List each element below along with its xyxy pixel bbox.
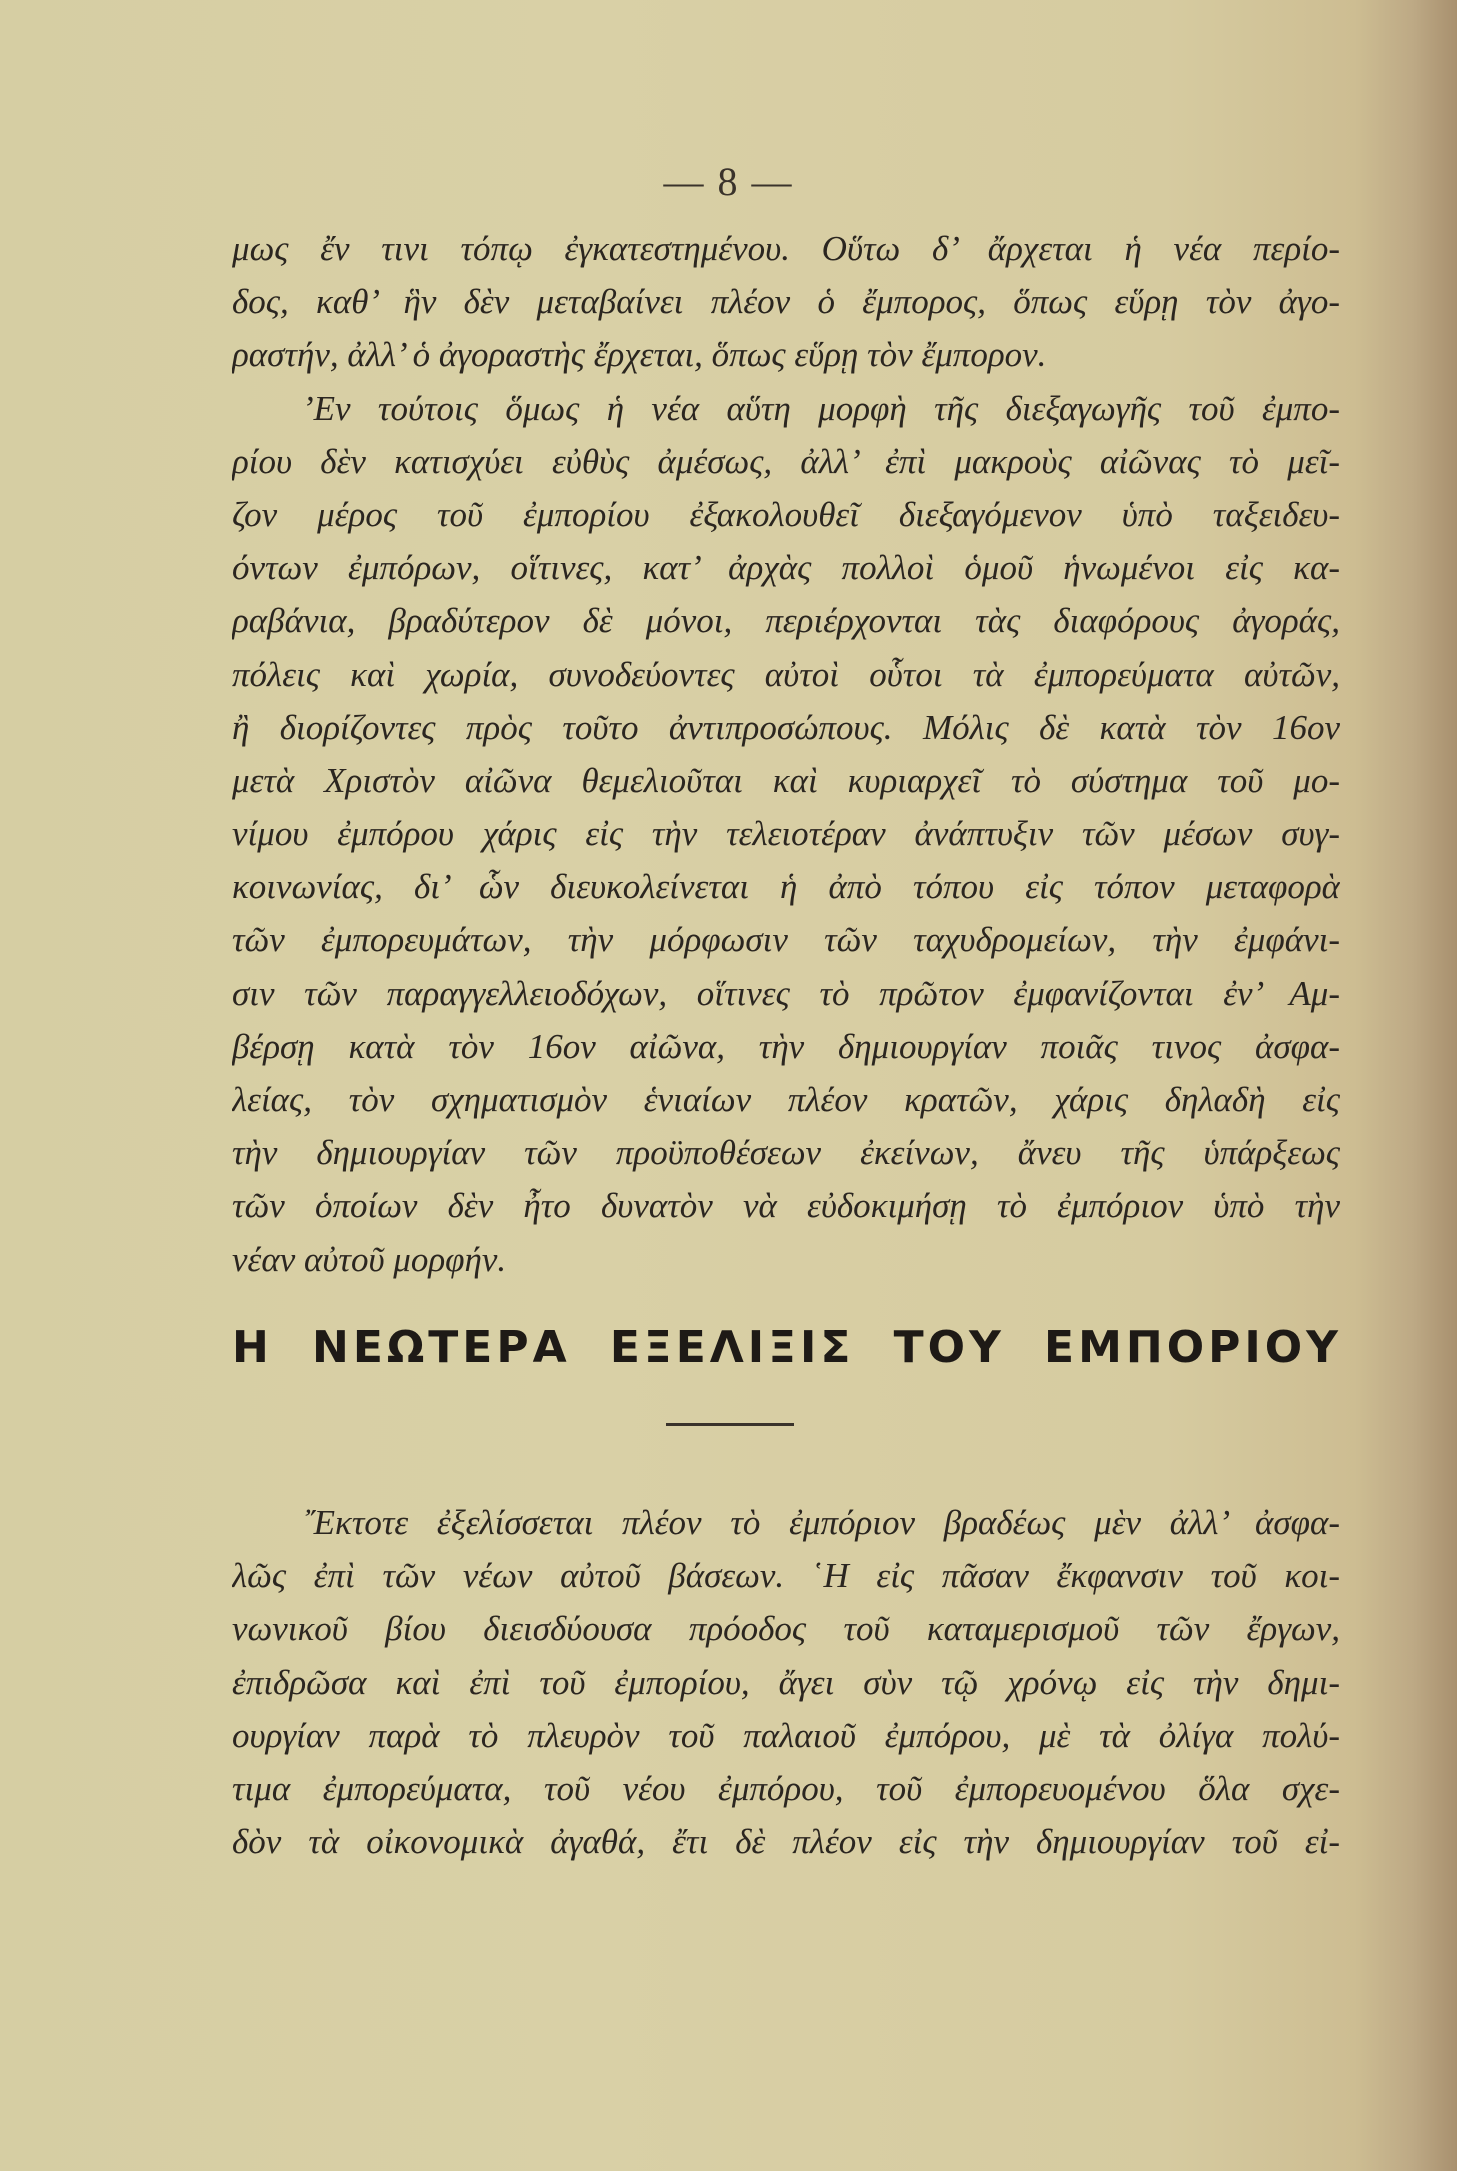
paragraph <box>232 382 1340 1286</box>
text-line: λῶς ἐπὶ τῶν νέων αὐτοῦ βάσεων. ῾Η εἰς πᾶσαν ἔκφανσιν τοῦ κοι- <box>232 1556 1340 1596</box>
text-line: βέρσῃ κατὰ τὸν 16ον αἰῶνα, τὴν δημιουργίαν ποιᾶς τινος ἀσφα- <box>232 1026 1340 1066</box>
text-line: νέαν αὐτοῦ μορφήν. <box>232 1239 507 1279</box>
text-line: κοινωνίας, δι’ ὧν διευκολείνεται ἡ ἀπὸ τόπου εἰς τόπον μεταφορὰ <box>232 867 1340 907</box>
paragraph <box>232 1496 1340 1868</box>
text-line: μετὰ Χριστὸν αἰῶνα θεμελιοῦται καὶ κυριαρχεῖ τὸ σύστημα τοῦ μο- <box>232 760 1340 800</box>
paragraph-continuation <box>232 222 1340 382</box>
text-line: δὸν τὰ οἰκονομικὰ ἀγαθά, ἔτι δὲ πλέον εἰς τὴν δημιουργίαν τοῦ εἰ- <box>232 1822 1340 1862</box>
page-number: — 8 — <box>663 159 794 204</box>
text-line: λείας, τὸν σχηματισμὸν ἑνιαίων πλέον κρατῶν, χάρις δηλαδὴ εἰς <box>232 1080 1340 1119</box>
text-line: τιμα ἐμπορεύματα, τοῦ νέου ἐμπόρου, τοῦ ἐμπορευομένου ὅλα σχε- <box>232 1768 1340 1808</box>
text-line: όντων ἐμπόρων, οἵτινες, κατ’ ἀρχὰς πολλοὶ ὁμοῦ ἡνωμένοι εἰς κα- <box>232 548 1340 588</box>
text-line: νωνικοῦ βίου διεισδύουσα πρόοδος τοῦ καταμερισμοῦ τῶν ἔργων, <box>232 1609 1340 1649</box>
text-line: πόλεις καὶ χωρία, συνοδεύοντες αὐτοὶ οὗτοι τὰ ἐμπορεύματα αὐτῶν, <box>232 654 1340 694</box>
text-line: ραβάνια, βραδύτερον δὲ μόνοι, περιέρχονται τὰς διαφόρους ἀγοράς, <box>232 601 1340 641</box>
text-line: ραστήν, ἀλλ’ ὁ ἀγοραστὴς ἔρχεται, ὅπως εὕρῃ τὸν ἔμπορον. <box>232 335 1047 375</box>
text-line: σιν τῶν παραγγελλειοδόχων, οἵτινες τὸ πρῶτον ἐμφανίζονται ἐν’ Αμ- <box>232 973 1340 1013</box>
text-line: τὴν δημιουργίαν τῶν προϋποθέσεων ἐκείνων, ἄνευ τῆς ὑπάρξεως <box>232 1133 1340 1173</box>
body-text-bottom <box>232 1496 1340 1868</box>
text-line: ’Εν τούτοις ὅμως ἡ νέα αὕτη μορφὴ τῆς διεξαγωγῆς τοῦ ἐμπο- <box>302 388 1340 428</box>
text-line: ῎Εκτοτε ἐξελίσσεται πλέον τὸ ἐμπόριον βραδέως μὲν ἀλλ’ ἀσφα- <box>302 1503 1340 1542</box>
section-heading: Η ΝΕΩΤΕΡΑ ΕΞΕΛΙΞΙΣ ΤΟΥ ΕΜΠΟΡΙΟΥ <box>232 1322 1342 1373</box>
text-line: ουργίαν παρὰ τὸ πλευρὸν τοῦ παλαιοῦ ἐμπόρου, μὲ τὰ ὀλίγα πολύ- <box>232 1715 1340 1755</box>
text-line: δος, καθ’ ἣν δὲν μεταβαίνει πλέον ὁ ἔμπορος, ὅπως εὕρῃ τὸν ἀγο- <box>232 282 1340 322</box>
text-line: ρίου δὲν κατισχύει εὐθὺς ἀμέσως, ἀλλ’ ἐπὶ μακροὺς αἰῶνας τὸ μεῖ- <box>232 441 1340 481</box>
text-line: νίμου ἐμπόρου χάρις εἰς τὴν τελειοτέραν ἀνάπτυξιν τῶν μέσων συγ- <box>232 814 1340 854</box>
heading-divider <box>666 1423 794 1426</box>
body-text-top <box>232 222 1340 1286</box>
text-line: ζον μέρος τοῦ ἐμπορίου ἐξακολουθεῖ διεξαγόμενον ὑπὸ ταξειδευ- <box>232 494 1340 534</box>
text-line: ἢ διορίζοντες πρὸς τοῦτο ἀντιπροσώπους. Μόλις δὲ κατὰ τὸν 16ον <box>232 707 1340 747</box>
text-line: μως ἔν τινι τόπῳ ἐγκατεστημένου. Οὕτω δ’ ἄρχεται ἡ νέα περίο- <box>232 229 1340 268</box>
text-line: τῶν ὁποίων δὲν ἦτο δυνατὸν νὰ εὐδοκιμήσῃ τὸ ἐμπόριον ὑπὸ τὴν <box>232 1186 1340 1226</box>
text-line: ἐπιδρῶσα καὶ ἐπὶ τοῦ ἐμπορίου, ἄγει σὺν τῷ χρόνῳ εἰς τὴν δημι- <box>232 1662 1340 1702</box>
text-line: τῶν ἐμπορευμάτων, τὴν μόρφωσιν τῶν ταχυδρομείων, τὴν ἐμφάνι- <box>232 920 1340 960</box>
